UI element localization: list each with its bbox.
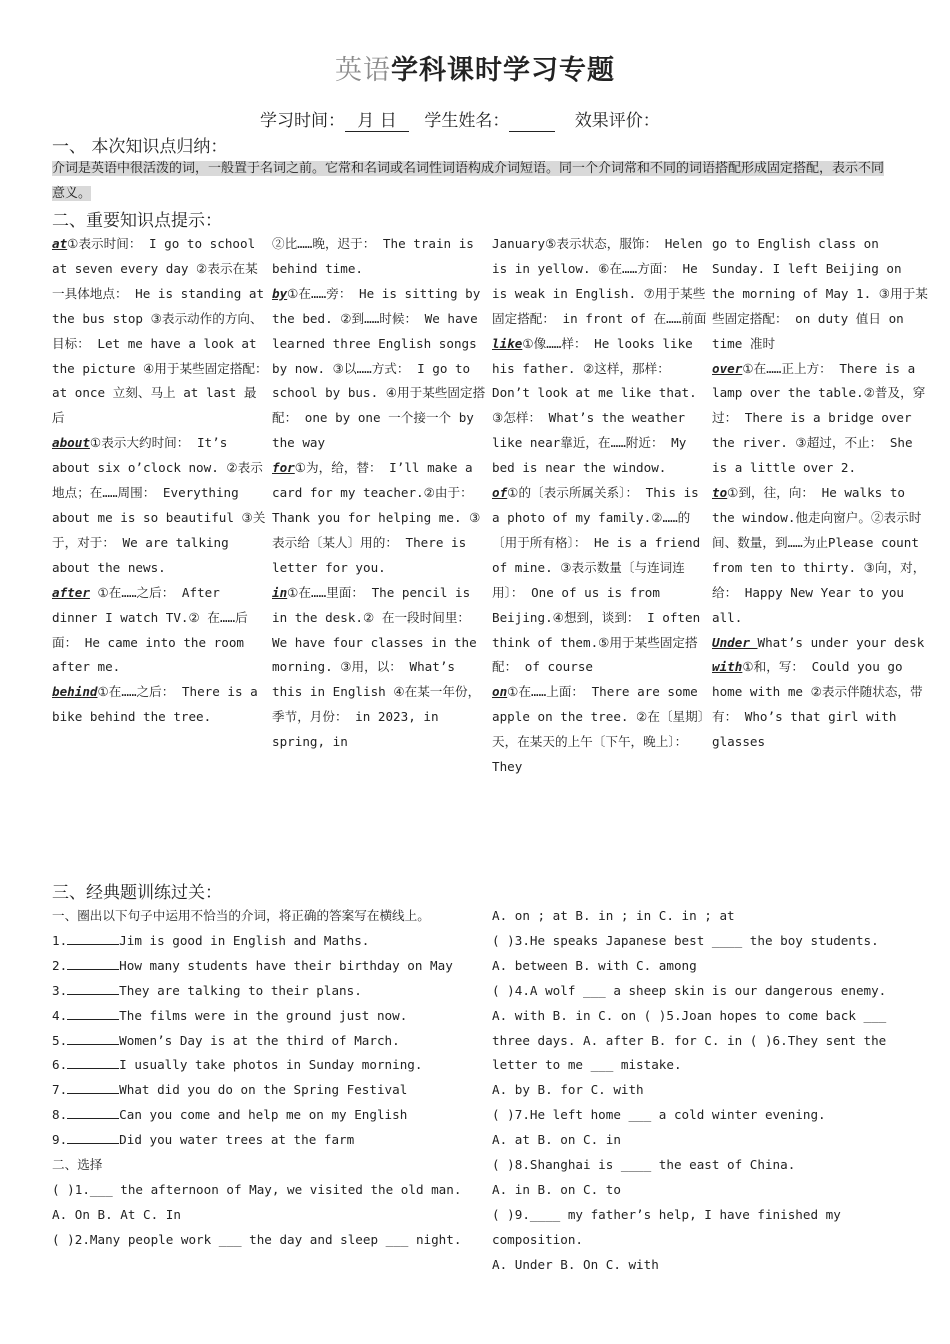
keyword: for — [272, 460, 295, 476]
info-line — [260, 106, 660, 132]
keyword: like — [492, 335, 523, 351]
knowledge-entry — [492, 232, 708, 332]
section-1-heading: 一、 本次知识点归纳： — [52, 137, 228, 157]
knowledge-entry — [272, 282, 488, 456]
entry-text: ①像……样： He looks like his father. ②这样，那样： Don’t look at me like that. ③怎样： What’s the weather like near靠近，在……附近： My bed is near the window. — [492, 335, 697, 476]
item-text: Women’s Day is at the third of March. — [119, 1032, 400, 1048]
keyword: Under — [712, 634, 758, 650]
choice-line: ( )9.____ my father’s help, I have finished my composition. — [492, 1206, 841, 1247]
entry-text: ①在……旁： He is sitting by the bed. ②到……时候： We have learned three English songs by now. ③以……方式： I go to school by bus. ④用于某些固定搭配： one by one 一个接一个 by the way — [272, 285, 486, 451]
item-number: 2. — [52, 957, 68, 973]
knowledge-entry — [52, 680, 268, 730]
entry-text: ①在……之后： After dinner I watch TV.② 在……后面： He came into the room after me. — [52, 584, 248, 675]
knowledge-entry — [52, 232, 268, 431]
keyword: to — [712, 485, 728, 501]
answer-blank[interactable] — [67, 1031, 119, 1045]
item-text: What did you do on the Spring Festival — [119, 1082, 408, 1098]
exercise-1-heading: 一、圈出以下句子中运用不恰当的介词，将正确的答案写在横线上。 — [52, 908, 430, 923]
item-number: 3. — [52, 982, 68, 998]
exercise-1-items — [52, 929, 472, 1153]
knowledge-column-2 — [272, 232, 488, 755]
exercise-item — [52, 929, 472, 954]
item-text: They are talking to their plans. — [119, 982, 362, 998]
knowledge-entry — [492, 332, 708, 481]
page-title — [0, 48, 950, 87]
title-subject: 英语 — [335, 55, 391, 86]
exercise-item — [52, 979, 472, 1004]
exercise-left — [52, 904, 472, 1253]
item-number: 4. — [52, 1007, 68, 1023]
name-blank[interactable] — [509, 111, 555, 132]
item-text: I usually take photos in Sunday morning. — [119, 1057, 423, 1073]
knowledge-column-4 — [712, 232, 928, 755]
entry-text: ①在……之后： There is a bike behind the tree. — [52, 684, 258, 725]
knowledge-entry — [712, 232, 928, 357]
knowledge-entry — [492, 680, 708, 780]
entry-text: ①表示大约时间： It’s about six o’clock now. ②表示地点；在……周围： Everything about me is so beautiful ③关于，对于： We are talking about the news. — [52, 435, 266, 575]
knowledge-entry — [712, 481, 928, 630]
title-main: 学科课时学习专题 — [391, 55, 615, 86]
knowledge-entry — [712, 631, 928, 656]
keyword: about — [52, 435, 90, 451]
answer-blank[interactable] — [67, 1055, 119, 1069]
keyword: at — [52, 236, 68, 251]
keyword: behind — [52, 684, 98, 700]
eval-label: 效果评价： — [574, 111, 660, 131]
choice-line: ( )4.A wolf ___ a sheep skin is our dangerous enemy. — [492, 982, 887, 998]
entry-text: ②比……晚，迟于： The train is behind time. — [272, 236, 474, 276]
knowledge-entry — [52, 431, 268, 580]
item-number: 9. — [52, 1132, 68, 1148]
entry-text: ①和，写： Could you go home with me ②表示伴随状态，带有： Who’s that girl with glasses — [712, 659, 923, 750]
entry-text: January⑤表示状态，服饰： Helen is in yellow. ⑥在……方面： He is weak in English. ⑦用于某些固定搭配： in front of 在……前面 — [492, 236, 707, 326]
entry-text: ①在……上面： There are some apple on the tree. ②在〔星期〕天，在某天的上午〔下午，晚上〕： They — [492, 684, 705, 775]
choice-line: A. by B. for C. with — [492, 1082, 644, 1098]
entry-text: ①为，给，替： I’ll make a card for my teacher.②由于： Thank you for helping me. ③表示给〔某人〕用的： There is letter for you. — [272, 460, 481, 575]
exercise-item — [52, 1128, 472, 1153]
choice-line: ( )2.Many people work ___ the day and sleep ___ night. — [52, 1231, 462, 1247]
name-label: 学生姓名： — [424, 111, 510, 131]
entry-text: ①在……正上方： There is a lamp over the table.②普及，穿过： There is a bridge over the river. ③超过，不止： She is a little over 2. — [712, 360, 926, 476]
keyword: after — [52, 584, 90, 600]
answer-blank[interactable] — [67, 1006, 119, 1020]
item-text: Did you water trees at the farm — [119, 1132, 355, 1148]
item-text: Jim is good in English and Maths. — [119, 932, 370, 948]
intro-text: 介词是英语中很活泼的词，一般置于名词之前。它常和名词或名词性词语构成介词短语。同一个介词常和不同的词语搭配形成固定搭配，表示不同意义。 — [52, 161, 885, 201]
keyword: in — [272, 584, 288, 600]
choice-line: A. with B. in C. on ( )5.Joan hopes to come back ___ three days. A. after B. for C. in ( )6.They sent the letter to me ___ mistake. — [492, 1007, 887, 1073]
entry-text: ①到，往，向： He walks to the window.他走向窗户。②表示时间、数量，到……为止Please count from ten to thirty. ③向，对，给： Happy New Year to you all. — [712, 485, 926, 625]
keyword: over — [712, 360, 743, 376]
knowledge-entry — [52, 581, 268, 681]
exercise-item — [52, 1004, 472, 1029]
exercise-item — [52, 1078, 472, 1103]
choice-line: A. in B. on C. to — [492, 1181, 621, 1197]
entry-text: ①的〔表示所属关系〕： This is a photo of my family.②……的〔用于所有格〕： He is a friend of mine. ③表示数量〔与连词连用〕： One of us is from Beijing.④想到，谈到： I often think of them.⑤用于某些固定搭配： of course — [492, 485, 701, 675]
item-number: 8. — [52, 1107, 68, 1123]
time-label: 学习时间： — [260, 111, 345, 131]
knowledge-entry — [272, 456, 488, 581]
exercise-2-left — [52, 1178, 472, 1253]
choice-line: ( )1.___ the afternoon of May, we visited the old man. — [52, 1181, 462, 1197]
knowledge-entry — [272, 232, 488, 282]
keyword: by — [272, 285, 288, 301]
item-text: The films were in the ground just now. — [119, 1007, 408, 1023]
answer-blank[interactable] — [67, 931, 119, 945]
answer-blank[interactable] — [67, 981, 119, 995]
knowledge-entry — [492, 481, 708, 680]
exercise-item — [52, 1103, 472, 1128]
item-number: 5. — [52, 1032, 68, 1048]
time-value: 月 日 — [345, 106, 409, 132]
item-number: 7. — [52, 1082, 68, 1098]
item-number: 6. — [52, 1057, 68, 1073]
keyword: on — [492, 684, 508, 700]
section-3-heading: 三、经典题训练过关： — [52, 883, 222, 903]
answer-blank[interactable] — [67, 1130, 119, 1144]
answer-blank[interactable] — [67, 1105, 119, 1119]
entry-text: ①在……里面： The pencil is in the desk.② 在一段时间里： We have four classes in the morning. ③用，以： What’s this in English ④在某一年份，季节，月份： in 2023, in spring, in — [272, 584, 481, 750]
item-number: 1. — [52, 932, 68, 948]
choice-line: ( )3.He speaks Japanese best ____ the boy students. — [492, 932, 879, 948]
entry-text: ①表示时间： I go to school at seven every day ②表示在某一具体地点： He is standing at the bus stop ③表示动作的方向、目标： Let me have a look at the picture ④用于某些固定搭配： at once 立刻、马上 at last 最后 — [52, 236, 268, 426]
choice-line: A. Under B. On C. with — [492, 1256, 659, 1272]
choice-line: A. on ; at B. in ; in C. in ; at — [492, 908, 735, 923]
knowledge-column-3 — [492, 232, 708, 780]
keyword: with — [712, 659, 743, 675]
exercise-item — [52, 1029, 472, 1054]
choice-line: ( )7.He left home ___ a cold winter evening. — [492, 1107, 826, 1123]
keyword: of — [492, 485, 508, 501]
knowledge-entry — [712, 357, 928, 482]
answer-blank[interactable] — [67, 956, 119, 970]
intro-paragraph — [52, 157, 892, 206]
exercise-2-heading: 二、选择 — [52, 1157, 103, 1173]
exercise-right — [492, 904, 912, 1278]
choice-line: A. between B. with C. among — [492, 957, 697, 973]
knowledge-entry — [712, 655, 928, 755]
item-text: How many students have their birthday on May — [119, 957, 453, 973]
section-2-heading: 二、重要知识点提示： — [52, 211, 222, 231]
item-text: Can you come and help me on my English — [119, 1107, 408, 1123]
choice-line: ( )8.Shanghai is ____ the east of China. — [492, 1157, 796, 1173]
knowledge-entry — [272, 581, 488, 755]
entry-text: What’s under your desk — [757, 634, 925, 650]
choice-line: A. On B. At C. In — [52, 1206, 181, 1222]
choice-line: A. at B. on C. in — [492, 1132, 621, 1148]
entry-text: go to English class on Sunday. I left Beijing on the morning of May 1. ③用于某些固定搭配： on duty 值日 on time 准时 — [712, 236, 928, 351]
exercise-item — [52, 954, 472, 979]
exercise-item — [52, 1053, 472, 1078]
answer-blank[interactable] — [67, 1080, 119, 1094]
knowledge-column-1 — [52, 232, 268, 730]
